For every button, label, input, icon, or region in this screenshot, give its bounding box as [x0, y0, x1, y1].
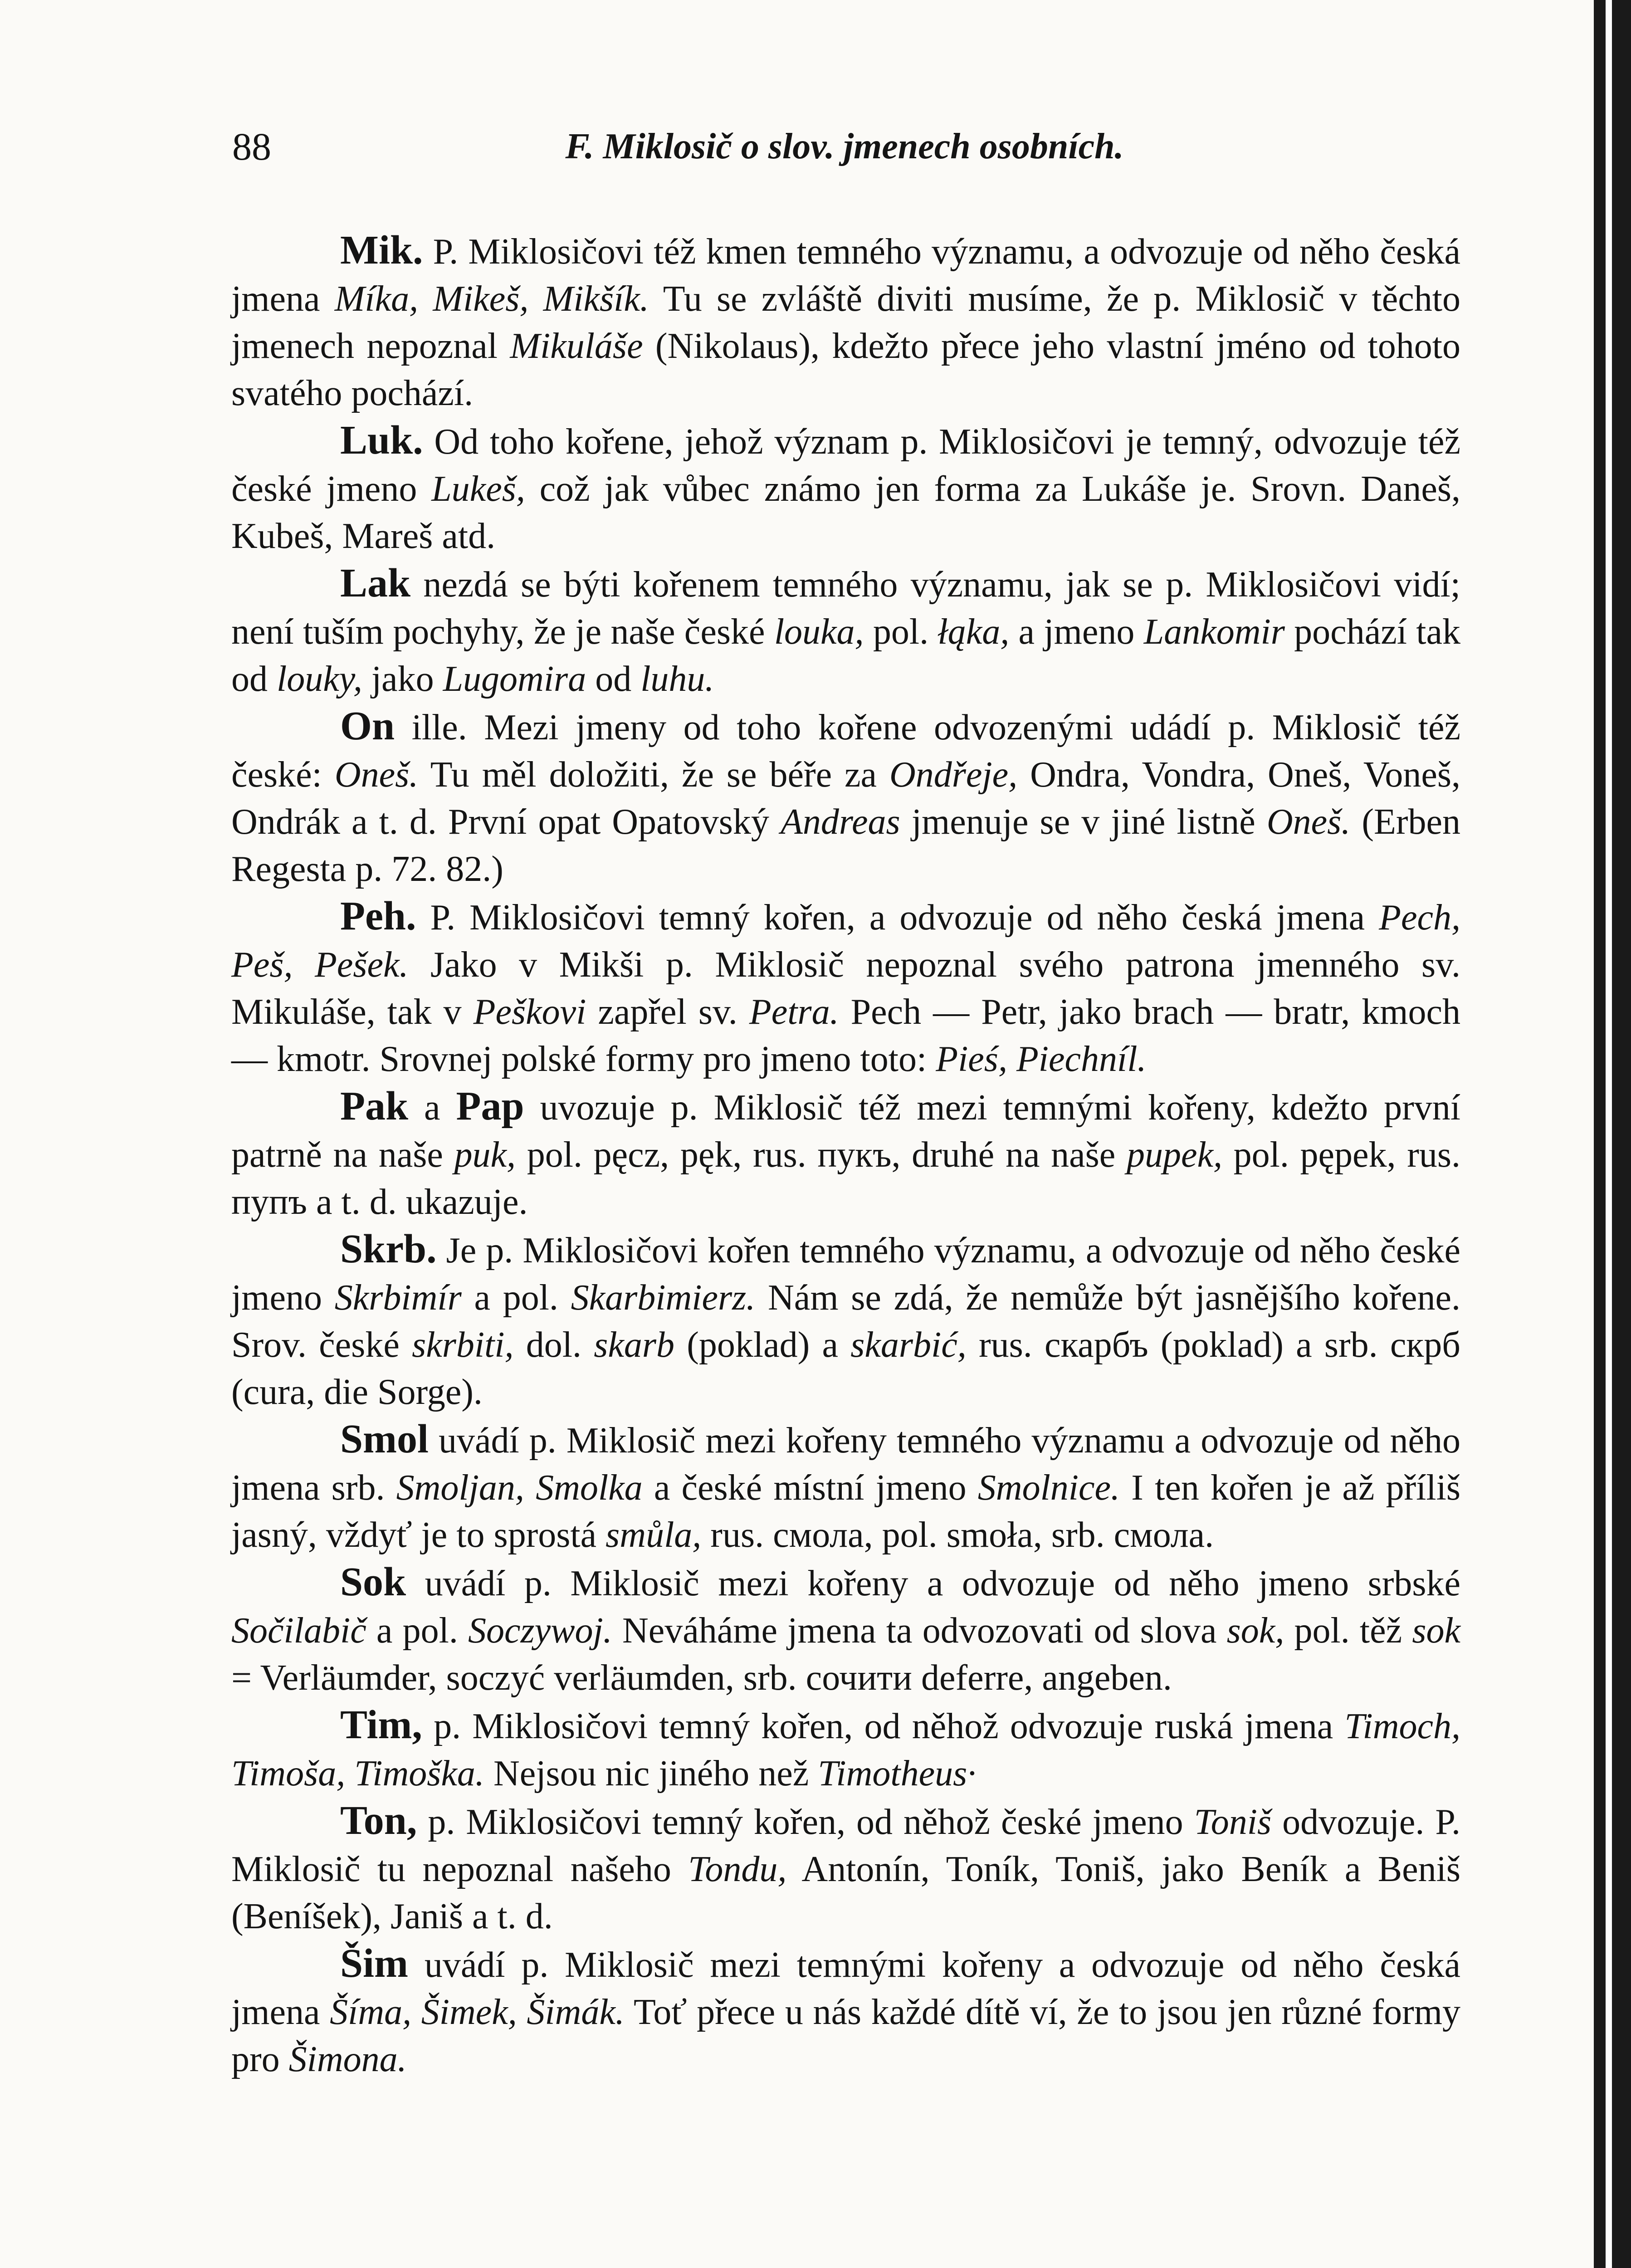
- text-run: dol.: [513, 1325, 594, 1365]
- running-title: F. Miklosič o slov. jmenech osobních.: [565, 127, 1124, 166]
- italic-term: łąka,: [938, 612, 1010, 652]
- text-run: zapřel sv.: [586, 992, 749, 1032]
- headword: Luk.: [340, 418, 423, 463]
- italic-term: Andreas: [781, 802, 900, 842]
- italic-term: Tondu,: [688, 1849, 787, 1889]
- italic-term: Míka, Mikeš, Mikšík.: [334, 279, 649, 319]
- text-run: p. Miklosičovi temný kořen, od něhož české jmeno: [417, 1802, 1194, 1842]
- text-run: nezdá se býti kořenem temného významu, jak se p. Miklosičovi vidí; není tuším pochyhy, že je naše české: [231, 565, 1460, 652]
- paragraph-tim: [231, 1701, 1460, 1797]
- text-run: Jako v Mikši p. Miklosič nepoznal svého patrona jmenného sv. Mikuláše, tak v: [231, 945, 1460, 1032]
- paragraph-smol: [231, 1416, 1460, 1559]
- text-run: a pol.: [461, 1278, 571, 1318]
- headword: Lak: [340, 561, 411, 606]
- italic-term: Ondřeje,: [889, 755, 1018, 795]
- italic-term: Timotheus·: [818, 1754, 977, 1794]
- italic-term: puk,: [454, 1135, 516, 1175]
- text-run: Nejsou nic jiného než: [484, 1754, 818, 1794]
- italic-term: Toniš: [1194, 1802, 1272, 1842]
- text-run: Tu měl doložiti, že se béře za: [418, 755, 889, 795]
- text-run: p. Miklosičovi temný kořen, od něhož odvozuje ruská jmena: [422, 1706, 1345, 1746]
- text-run: uvádí p. Miklosič mezi kořeny a odvozuje od něho jmeno srbské: [406, 1564, 1460, 1603]
- text-run: uvádí p. Miklosič mezi kořeny temného významu a odvozuje od něho jmena srb.: [231, 1421, 1460, 1508]
- italic-term: sok,: [1226, 1611, 1284, 1651]
- text-run: Neváháme jmena ta odvozovati od slova: [612, 1611, 1227, 1651]
- paragraph-skrb: [231, 1226, 1460, 1416]
- italic-term: luhu.: [640, 659, 714, 699]
- text-run: I ten kořen je až příliš jasný, vždyť je to sprostá: [231, 1468, 1460, 1555]
- headword: Šim: [340, 1941, 409, 1986]
- text-run: uvádí p. Miklosič mezi temnými kořeny a odvozuje od něho česká jmena: [231, 1945, 1460, 2032]
- headword: Ton,: [340, 1798, 417, 1843]
- text-run: P. Miklosičovi též kmen temného významu, a odvozuje od něho česká jmena: [231, 232, 1460, 319]
- text-run: pochází tak od: [231, 612, 1461, 699]
- paragraph-lak: [231, 560, 1460, 703]
- italic-term: skrbiti,: [412, 1325, 514, 1365]
- page-number: 88: [232, 125, 271, 168]
- text-run: pol.: [864, 612, 938, 652]
- text-run: Toť přece u nás každé dítě ví, že to jsou jen různé formy pro: [231, 1992, 1461, 2079]
- italic-term: Mikuláše: [510, 326, 643, 366]
- text-run: Od toho kořene, jehož význam p. Miklosičovi je temný, odvozuje též české jmeno: [231, 422, 1460, 509]
- italic-term: Skrbimír: [334, 1278, 462, 1318]
- text-run: (poklad) a: [674, 1325, 851, 1365]
- text-run: (Erben Regesta p. 72. 82.): [231, 802, 1461, 889]
- italic-term: Sočilabič: [231, 1611, 366, 1651]
- headword: Pap: [456, 1084, 524, 1129]
- italic-term: Smolnice.: [977, 1468, 1120, 1508]
- italic-term: Timoch, Timoša, Timoška.: [231, 1706, 1460, 1794]
- italic-term: Skarbimierz.: [571, 1278, 756, 1318]
- italic-term: skarbić,: [850, 1325, 967, 1365]
- headword: Sok: [340, 1559, 406, 1604]
- text-run: jako: [362, 659, 443, 699]
- italic-term: sok: [1412, 1611, 1460, 1651]
- italic-term: Lugomira: [443, 659, 586, 699]
- paragraph-peh: [231, 893, 1460, 1083]
- text-run: Ondra, Vondra, Oneš, Voneš, Ondrák a t. d. První opat Opatovský: [231, 755, 1461, 842]
- paragraph-sok: [231, 1559, 1460, 1701]
- headword: Tim,: [340, 1702, 422, 1747]
- body-text: [231, 227, 1460, 2083]
- headword: Pak: [340, 1084, 409, 1129]
- italic-term: Petra.: [749, 992, 839, 1032]
- headword: Peh.: [340, 894, 416, 938]
- italic-term: Lukeš,: [431, 469, 525, 509]
- paragraph-luk: [231, 417, 1460, 560]
- italic-term: Lankomir: [1143, 612, 1285, 652]
- text-run: Nám se zdá, že nemůže být jasnějšího kořene. Srov. české: [231, 1278, 1460, 1365]
- italic-term: skarb: [594, 1325, 674, 1365]
- text-run: a české místní jmeno: [642, 1468, 978, 1508]
- headword: Smol: [340, 1417, 429, 1461]
- italic-term: Šimona.: [288, 2039, 407, 2079]
- text-run: Tu se zvláště diviti musíme, že p. Miklosič v těchto jmenech nepoznal: [231, 279, 1460, 366]
- italic-term: Pieś, Piechníl.: [936, 1039, 1147, 1079]
- text-run: ille. Mezi jmeny od toho kořene odvozenými udádí p. Miklosič též české:: [231, 708, 1460, 795]
- paragraph-pak-pap: [231, 1083, 1460, 1226]
- text-run: pol. těž: [1284, 1611, 1412, 1651]
- italic-term: louka,: [774, 612, 864, 652]
- paragraph-mik: [231, 227, 1460, 417]
- text-run: jmenuje se v jiné listně: [900, 802, 1267, 842]
- headword: Mik.: [340, 228, 423, 273]
- text-run: což jak vůbec známo jen forma za Lukáše je. Srovn. Daneš, Kubeš, Mareš atd.: [231, 469, 1460, 556]
- paragraph-sim: [231, 1940, 1460, 2083]
- italic-term: louky,: [277, 659, 362, 699]
- text-run: rus. скарбъ (poklad) a srb. скрб (cura, die Sorge).: [231, 1325, 1460, 1412]
- text-run: pol. pęcz, pęk, rus. пукъ, druhé na naše: [516, 1135, 1127, 1175]
- paragraph-ton: [231, 1797, 1460, 1940]
- paragraph-on: [231, 703, 1460, 893]
- italic-term: Soczywoj.: [468, 1611, 612, 1651]
- italic-term: Smoljan, Smolka: [396, 1468, 643, 1508]
- text-run: a jmeno: [1009, 612, 1144, 652]
- text-run: rus. смола, pol. smoła, srb. смола.: [701, 1515, 1214, 1555]
- text-run: P. Miklosičovi temný kořen, a odvozuje od něho česká jmena: [416, 898, 1379, 938]
- text-run: a pol.: [366, 1611, 469, 1651]
- headword: Skrb.: [340, 1227, 437, 1271]
- text-run: uvozuje p. Miklosič též mezi temnými kořeny, kdežto první patrně na naše: [231, 1088, 1460, 1175]
- text-run: a: [408, 1088, 456, 1128]
- text-run: Pech — Petr, jako brach — bratr, kmoch — kmotr. Srovnej polské formy pro jmeno toto:: [231, 992, 1461, 1079]
- page-header: [232, 122, 1457, 171]
- italic-term: Oneš.: [1266, 802, 1351, 842]
- italic-term: smůla,: [606, 1515, 702, 1555]
- text-run: = Verläumder, soczyć verläumden, srb. сочити deferre, angeben.: [231, 1658, 1172, 1698]
- italic-term: Šíma, Šimek, Šimák.: [330, 1992, 625, 2032]
- italic-term: Pech, Peš, Pešek.: [231, 898, 1460, 985]
- italic-term: Oneš.: [334, 755, 419, 795]
- text-run: Antonín, Toník, Toniš, jako Beník a Beniš (Beníšek), Janiš a t. d.: [231, 1849, 1460, 1936]
- italic-term: Peškovi: [473, 992, 586, 1032]
- page-edge-border: [1594, 0, 1631, 2268]
- text-run: od: [586, 659, 641, 699]
- text-run: odvozuje. P. Miklosič tu nepoznal našeho: [231, 1802, 1460, 1889]
- italic-term: pupek,: [1126, 1135, 1222, 1175]
- text-run: pol. pępek, rus. пупъ a t. d. ukazuje.: [231, 1135, 1461, 1222]
- text-run: (Nikolaus), kdežto přece jeho vlastní jméno od tohoto svatého pochází.: [231, 326, 1460, 413]
- headword: On: [340, 704, 395, 748]
- text-run: Je p. Miklosičovi kořen temného významu, a odvozuje od něho české jmeno: [231, 1231, 1460, 1318]
